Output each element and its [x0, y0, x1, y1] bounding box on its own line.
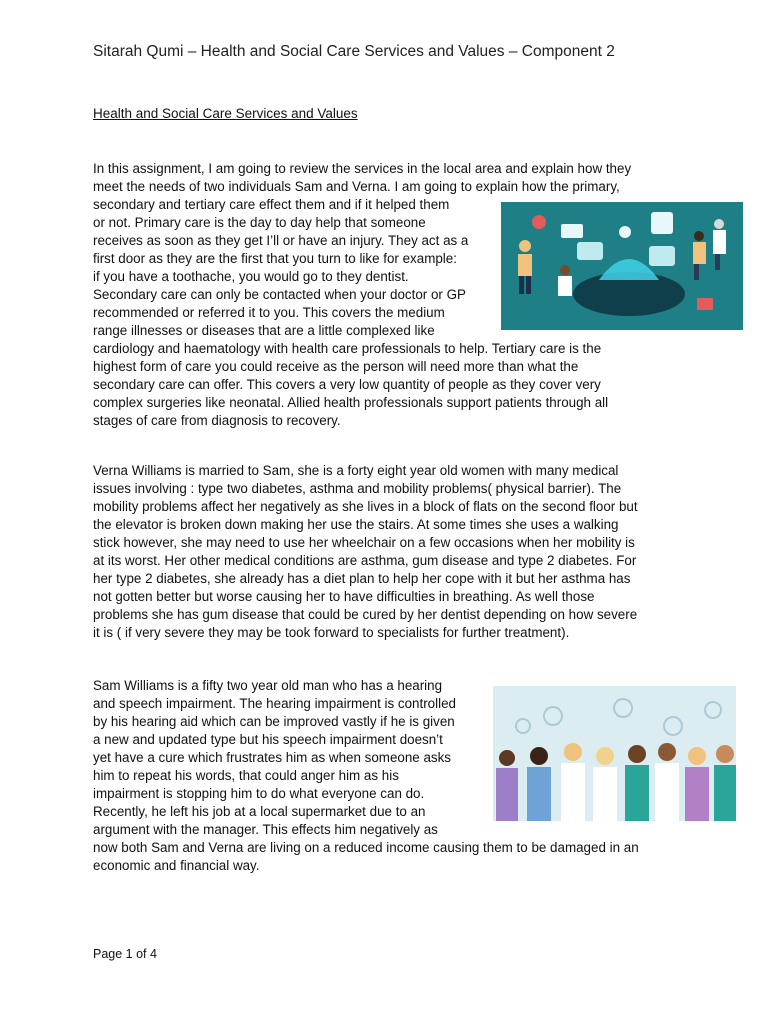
text-line: secondary care can offer. This covers a very low quantity of people as they cover very	[93, 377, 601, 392]
text-line: In this assignment, I am going to review the services in the local area and explain how they	[93, 161, 632, 176]
text-line: complex surgeries like neonatal. Allied health professionals support patients through all	[93, 395, 609, 410]
text-line: Secondary care can only be contacted when your doctor or GP	[93, 287, 466, 302]
paragraph-verna	[93, 462, 638, 642]
text-line: range illnesses or diseases that are a little complexed like	[93, 323, 435, 338]
text-line: receives as soon as they get I’ll or have an injury. They act as a	[93, 233, 469, 248]
text-line: the elevator is broken down making her use the stairs. At some times she uses a walking	[93, 517, 619, 532]
text-line: not gotten better but worse causing her to have difficulties in breathing. As well those	[93, 589, 595, 604]
text-line: it is ( if very severe they may be took forward to specialists for further treatment).	[93, 625, 570, 640]
text-line: issues involving : type two diabetes, asthma and mobility problems( physical barrier). The	[93, 481, 622, 496]
text-line: Recently, he left his job at a local supermarket due to an	[93, 804, 426, 819]
text-line: Sam Williams is a fifty two year old man who has a hearing	[93, 678, 443, 693]
text-line: yet have a cure which frustrates him as when someone asks	[93, 750, 451, 765]
text-line: her type 2 diabetes, she already has a diet plan to help her cope with it but her asthma has	[93, 571, 631, 586]
document-header: Sitarah Qumi – Health and Social Care Services and Values – Component 2	[93, 43, 615, 60]
text-line: if you have a toothache, you would go to they dentist.	[93, 269, 409, 284]
health-technology-illustration	[501, 202, 743, 330]
text-line: Verna Williams is married to Sam, she is a forty eight year old women with many medical	[93, 463, 619, 478]
text-line: now both Sam and Verna are living on a reduced income causing them to be damaged in an	[93, 840, 639, 855]
text-line: recommended or referred it to you. This covers the medium	[93, 305, 445, 320]
text-line: economic and financial way.	[93, 858, 260, 873]
text-line: highest form of care you could receive as the person will need more than what the	[93, 359, 579, 374]
text-line: meet the needs of two individuals Sam and Verna. I am going to explain how the primary,	[93, 179, 620, 194]
medical-staff-illustration	[493, 686, 736, 821]
text-line: first door as they are the first that you turn to like for example:	[93, 251, 457, 266]
text-line: and speech impairment. The hearing impairment is controlled	[93, 696, 456, 711]
text-line: secondary and tertiary care effect them and if it helped them	[93, 197, 450, 212]
text-line: mobility problems affect her negatively as she lives in a block of flats on the second floor but	[93, 499, 638, 514]
text-line: stages of care from diagnosis to recovery.	[93, 413, 341, 428]
text-line: by his hearing aid which can be improved vastly if he is given	[93, 714, 455, 729]
text-line: him to repeat his words, that could anger him as his	[93, 768, 399, 783]
page-number: Page 1 of 4	[93, 947, 157, 961]
section-heading: Health and Social Care Services and Values	[93, 106, 358, 121]
text-line: stick however, she may need to use her wheelchair on a few occasions when her mobility is	[93, 535, 635, 550]
text-line: or not. Primary care is the day to day help that someone	[93, 215, 426, 230]
text-line: a new and updated type but his speech impairment doesn’t	[93, 732, 443, 747]
text-line: at its worst. Her other medical conditions are asthma, gum disease and type 2 diabetes. For	[93, 553, 637, 568]
text-line: argument with the manager. This effects him negatively as	[93, 822, 438, 837]
text-line: impairment is stopping him to do what everyone can do.	[93, 786, 425, 801]
text-line: cardiology and haematology with health care professionals to help. Tertiary care is the	[93, 341, 602, 356]
text-line: problems she has gum disease that could be cured by her dentist depending on how severe	[93, 607, 638, 622]
